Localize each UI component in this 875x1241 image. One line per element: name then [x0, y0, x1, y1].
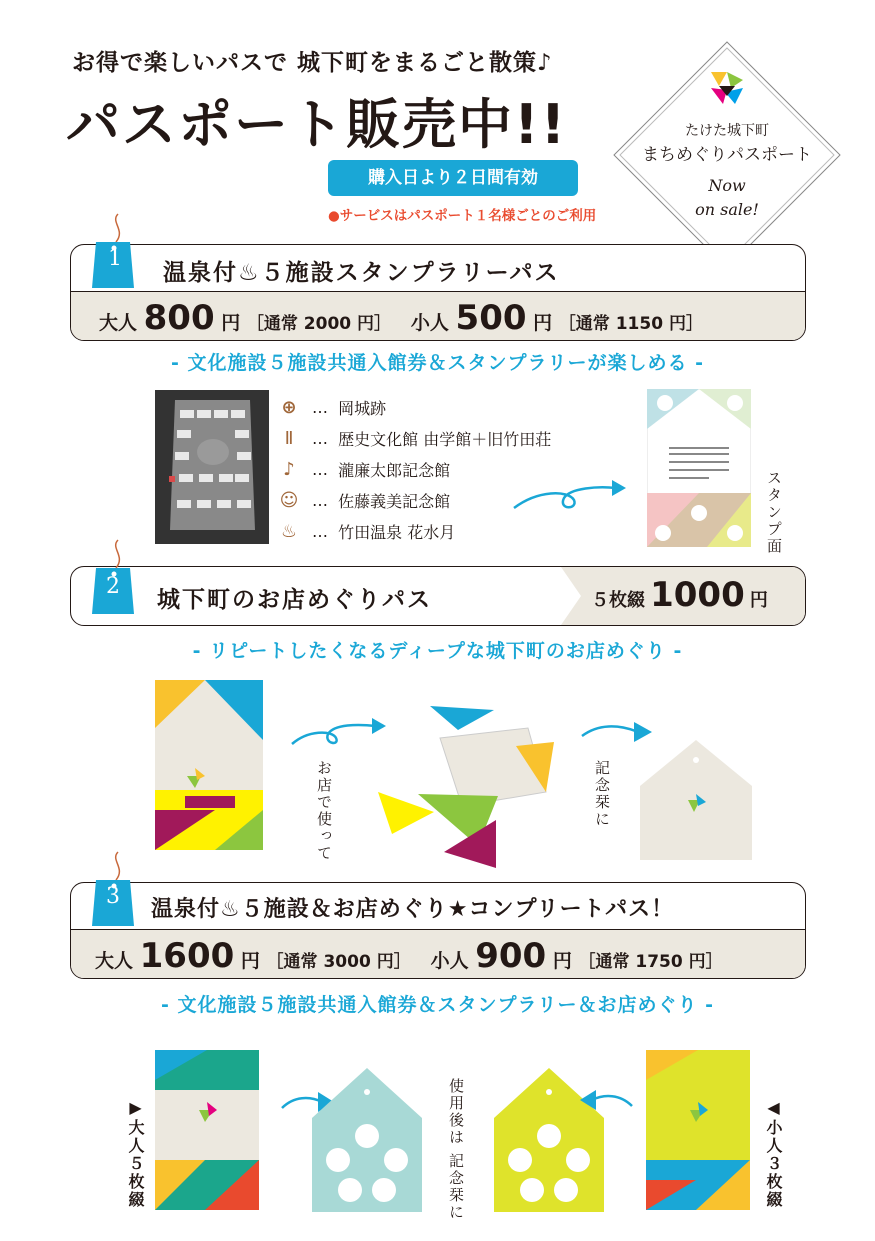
section-2-title: 城下町のお店めぐりパス	[157, 587, 432, 613]
facility-name: 竹田温泉 花水月	[338, 523, 456, 542]
adult-regular: ［通常 3000 円］	[266, 952, 411, 972]
dots: …	[312, 491, 328, 510]
facility-item	[278, 396, 386, 419]
adult-complete-pass-image	[155, 1050, 259, 1210]
child-regular: ［通常 1150 円］	[558, 314, 703, 334]
adult-regular: ［通常 2000 円］	[246, 314, 392, 334]
logo-icon	[707, 68, 747, 108]
adult-label: 大人	[99, 312, 138, 334]
stamp-card-image	[647, 389, 751, 547]
adult-price: 1600	[139, 936, 235, 976]
badge-line1: たけた城下町	[685, 123, 769, 139]
dots: …	[312, 522, 328, 541]
bookmark-image	[640, 740, 752, 860]
badge-line2: まちめぐりパスポート	[642, 145, 812, 165]
badge-line3: Now	[708, 176, 746, 195]
child-price: 500	[455, 298, 527, 338]
castle-ruins-photo	[155, 390, 269, 544]
yen-label: 円	[221, 312, 241, 334]
facility-item	[278, 427, 551, 450]
page-title: パスポート販売中!!	[66, 93, 568, 156]
child-price: 900	[475, 936, 547, 976]
dots: …	[312, 429, 328, 448]
facility-item	[278, 489, 450, 512]
pass-count: ５枚綴	[591, 590, 645, 611]
souvenir-label: 記念栞に	[593, 760, 611, 828]
yen-label: 円	[240, 950, 260, 972]
section-3-number: 3	[106, 884, 120, 909]
section-2-subtitle: - リピートしたくなるディープな城下町のお店めぐり -	[192, 640, 683, 662]
child-pack-label: ◀小人３枚綴	[764, 1098, 783, 1209]
torn-tickets-image	[378, 672, 558, 872]
section-1-number: 1	[108, 246, 122, 271]
arrow-icon	[288, 712, 388, 752]
section-2-panel	[70, 566, 806, 626]
section-3-panel	[70, 882, 806, 979]
facility-name: 佐藤義美記念館	[338, 492, 451, 511]
adult-label: 大人	[95, 950, 134, 972]
child-regular: ［通常 1750 円］	[578, 952, 723, 972]
arrow-icon	[578, 1086, 634, 1116]
music-note-icon: ♪	[283, 458, 295, 480]
child-label: 小人	[410, 312, 449, 334]
hot-spring-icon: ♨	[280, 520, 298, 542]
facility-name: 岡城跡	[338, 399, 387, 418]
usage-note: ●サービスはパスポート１名様ごとのご利用	[328, 208, 597, 224]
yen-label: 円	[552, 950, 572, 972]
child-label: 小人	[430, 950, 469, 972]
yen-label: 円	[749, 590, 768, 611]
castle-icon: ⊕	[281, 396, 297, 418]
child-complete-pass-image	[646, 1050, 750, 1210]
section-2-price: 1000	[650, 575, 745, 615]
facility-name: 歴史文化館 由学館＋旧竹田荘	[338, 430, 552, 449]
facility-name: 瀧廉太郎記念館	[338, 461, 451, 480]
museum-icon: Ⅱ	[284, 427, 294, 449]
adult-price: 800	[143, 298, 215, 338]
facility-item	[278, 520, 455, 543]
dots: …	[312, 398, 328, 417]
validity-badge: 購入日より２日間有効	[328, 160, 578, 196]
adult-bookmark-image	[312, 1068, 422, 1212]
use-at-shop-label: お店で使って	[315, 760, 333, 862]
adult-pack-label: ▶大人５枚綴	[126, 1098, 145, 1209]
section-1-title: 温泉付♨５施設スタンプラリーパス	[163, 260, 560, 286]
after-use-label: 使用後は 記念栞に	[447, 1078, 465, 1221]
section-3-title: 温泉付♨５施設＆お店めぐり★コンプリートパス！	[151, 897, 675, 922]
shop-pass-card-image	[155, 680, 263, 850]
section-3-subtitle: - 文化施設５施設共通入館券＆スタンプラリー＆お店めぐり -	[160, 994, 714, 1016]
section-1-panel	[70, 244, 806, 341]
section-2-number: 2	[106, 574, 120, 599]
cat-icon: ☺	[279, 489, 299, 511]
stamp-side-label: スタンプ面	[765, 470, 783, 555]
badge-line4: on sale!	[695, 200, 759, 219]
arrow-icon	[508, 470, 628, 520]
section-1-subtitle: - 文化施設５施設共通入館券＆スタンプラリーが楽しめる -	[170, 352, 704, 374]
dots: …	[312, 460, 328, 479]
passport-badge	[612, 40, 842, 270]
tagline: お得で楽しいパスで 城下町をまるごと散策♪	[72, 50, 553, 76]
yen-label: 円	[533, 312, 553, 334]
facility-item	[278, 458, 450, 481]
